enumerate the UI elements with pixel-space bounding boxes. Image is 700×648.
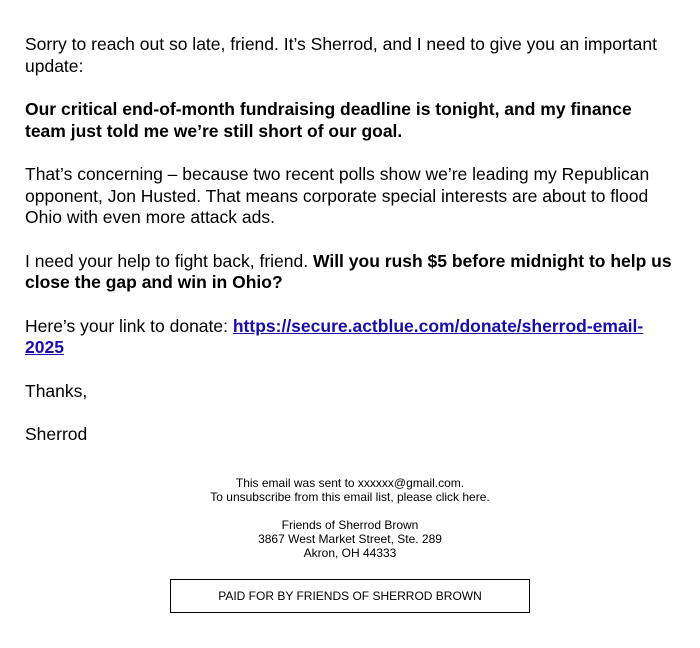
email-footer: [0, 476, 700, 574]
deadline-paragraph: Our critical end-of-month fundraising deadline is tonight, and my finance team just told me we’re still short of our goal.: [25, 99, 632, 141]
closing-text: Thanks,: [25, 380, 88, 401]
city-state-zip: Akron, OH 44333: [303, 546, 397, 560]
signature: Sherrod: [25, 424, 88, 444]
unsubscribe-suffix: .: [486, 490, 490, 504]
intro-paragraph: Sorry to reach out so late, friend. It’s Sherrod, and I need to give you an important update:: [25, 34, 657, 76]
unsubscribe-link[interactable]: click here: [435, 490, 487, 504]
ask-bold-text: Will you rush $5 before midnight to help us close the gap and win in Ohio?: [25, 250, 672, 292]
ask-paragraph: [25, 251, 675, 294]
donate-link[interactable]: https://secure.actblue.com/donate/sherrod-email-2025: [25, 315, 644, 357]
ask-text: I need your help to fight back, friend.: [25, 250, 313, 271]
donate-paragraph: [25, 316, 675, 359]
street-address: 3867 West Market Street, Ste. 289: [258, 532, 442, 546]
footer-address-block: [0, 518, 700, 560]
org-name: Friends of Sherrod Brown: [281, 518, 419, 532]
concern-paragraph: That’s concerning – because two recent polls show we’re leading my Republican opponent, Jon Husted. That means corporate special interests are about to flood Ohio with even more attack ads.: [25, 164, 650, 227]
sent-to-text: This email was sent to xxxxxx@gmail.com.: [235, 476, 465, 490]
paid-for-disclaimer: PAID FOR BY FRIENDS OF SHERROD BROWN: [170, 579, 530, 613]
footer-recipient-block: [0, 476, 700, 504]
donate-link-prefix: Here’s your link to donate:: [25, 315, 233, 336]
email-body: [25, 34, 675, 468]
unsubscribe-prefix: To unsubscribe from this email list, please: [210, 490, 436, 504]
